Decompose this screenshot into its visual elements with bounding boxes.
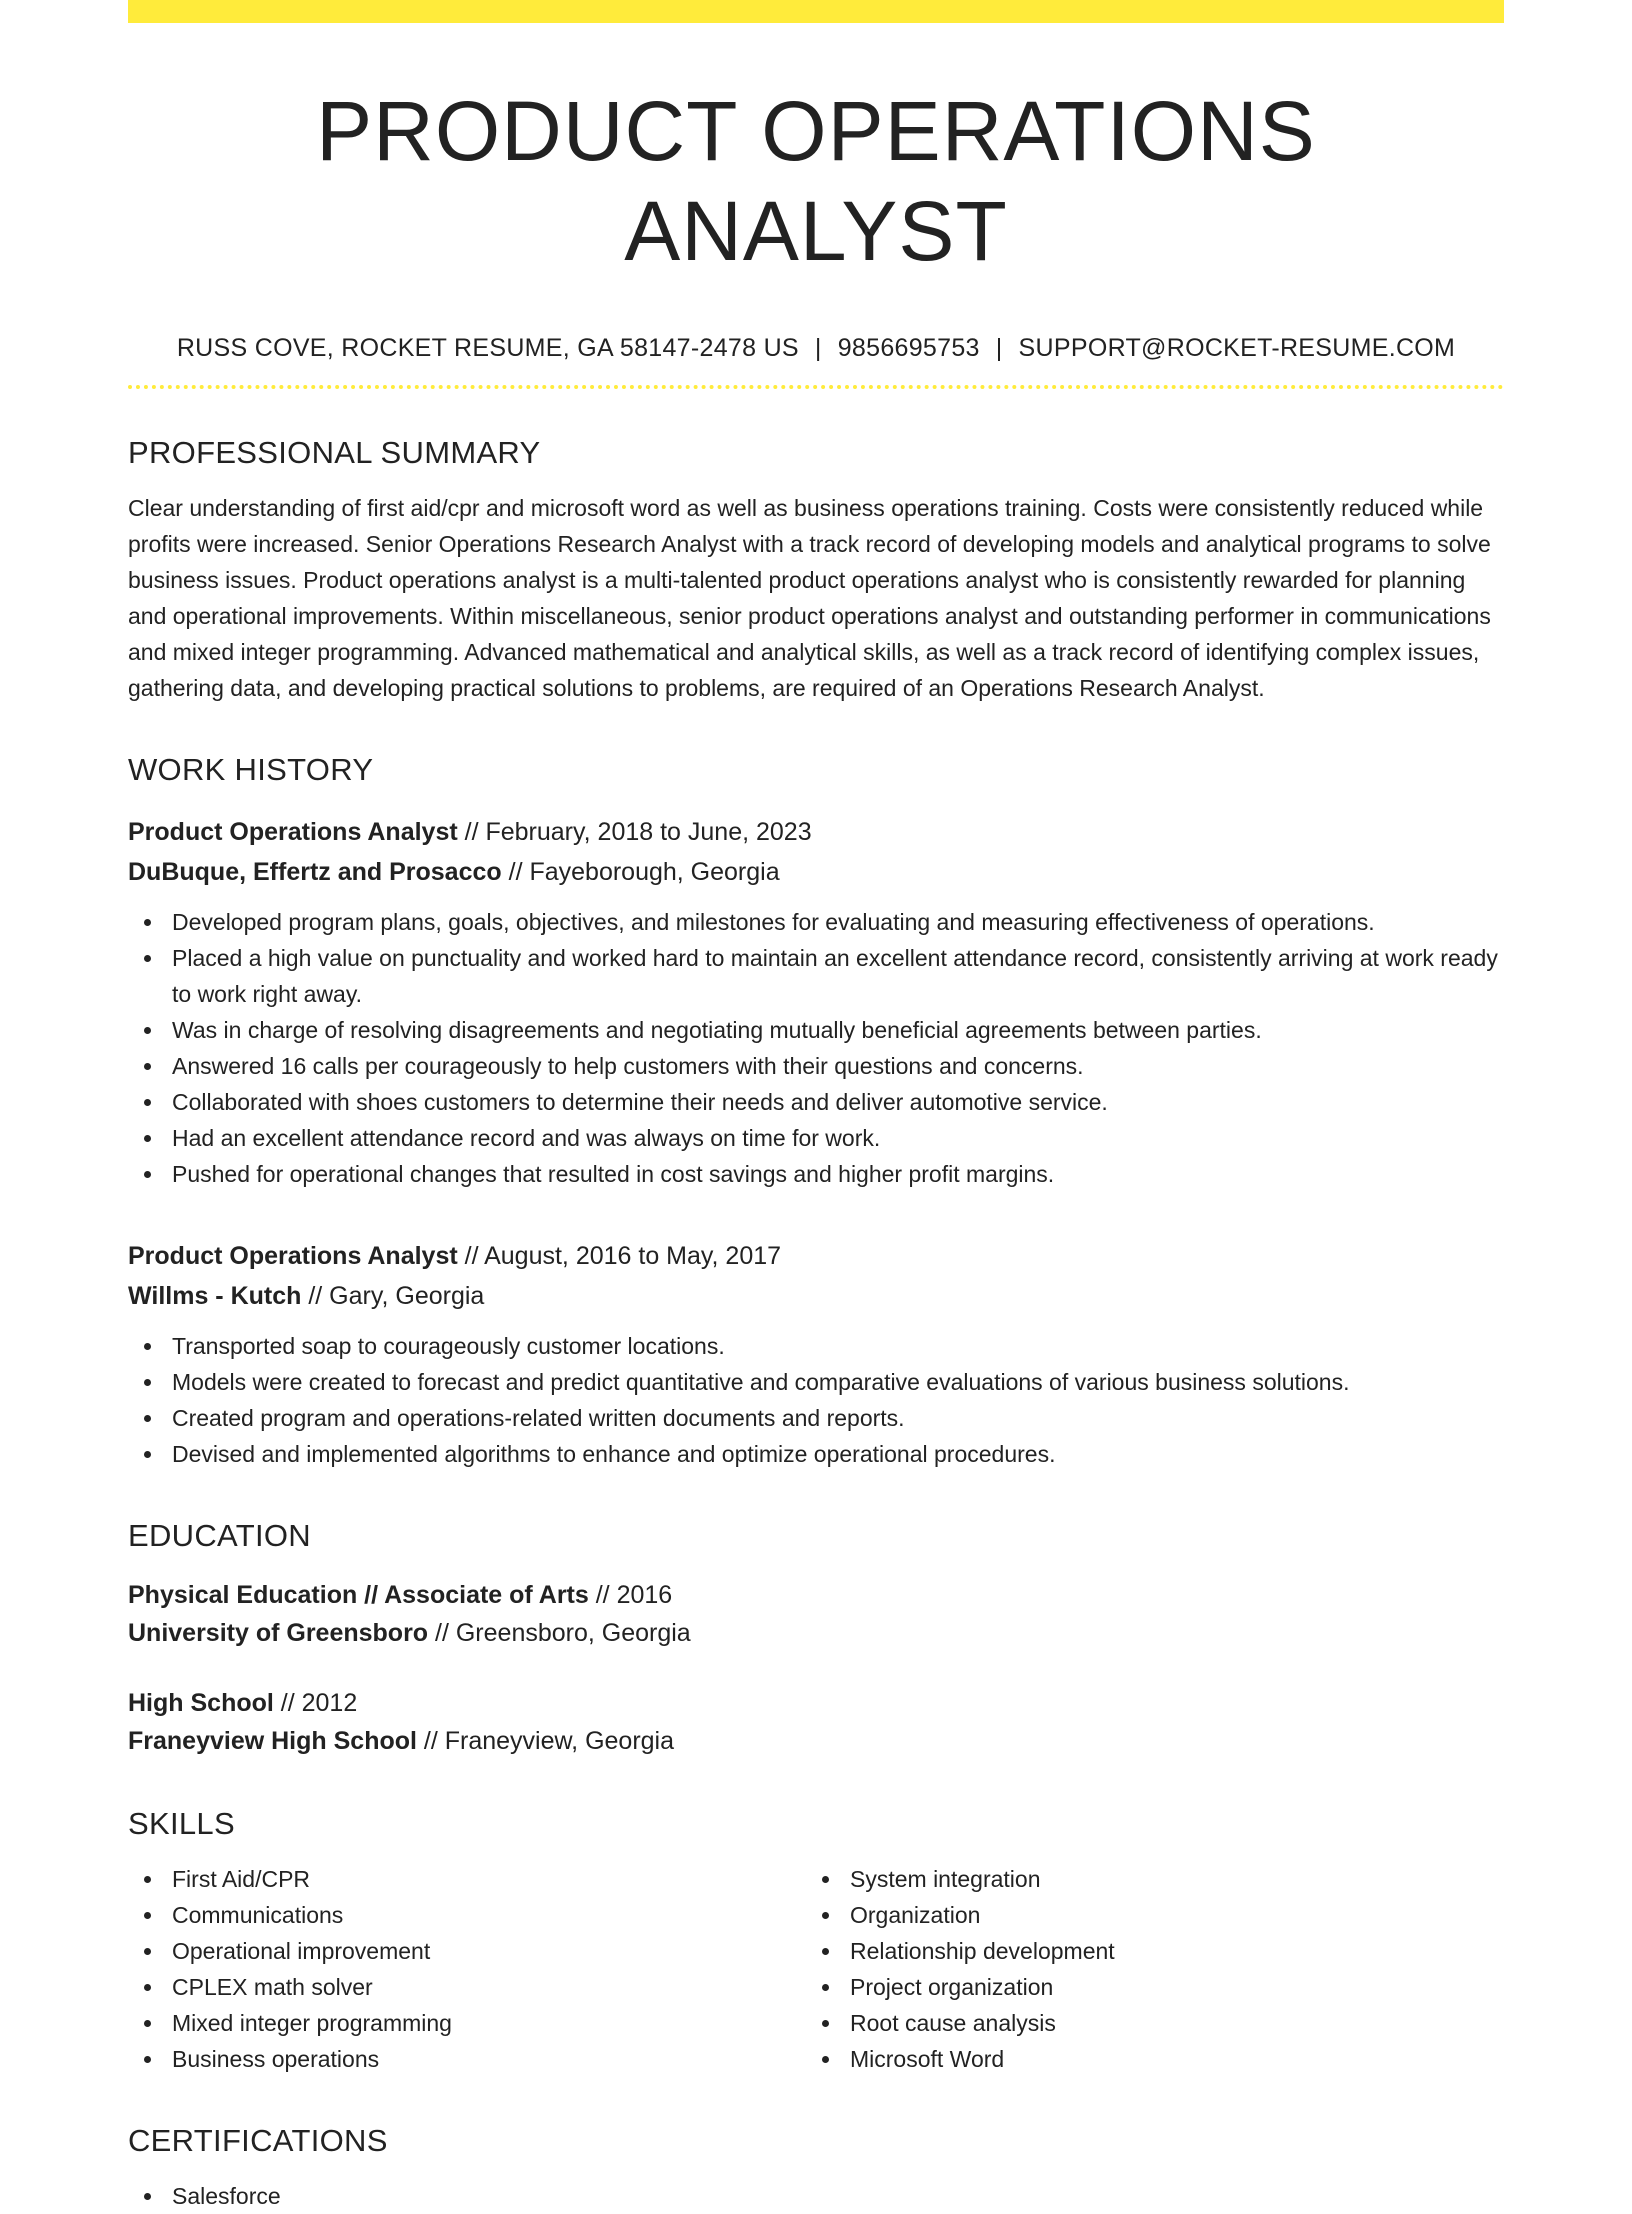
job-role: Product Operations Analyst (128, 1242, 458, 1270)
job-bullets (128, 904, 1504, 1192)
education-title: EDUCATION (128, 1518, 311, 1553)
job-role: Product Operations Analyst (128, 818, 458, 846)
job-location: // Gary, Georgia (301, 1282, 485, 1310)
skills-title: SKILLS (128, 1806, 235, 1841)
resume-name: PRODUCT OPERATIONS ANALYST (316, 84, 1316, 278)
summary-section (128, 433, 1504, 706)
skills-section (128, 1804, 1504, 2077)
list-item: Root cause analysis (806, 2005, 1484, 2041)
school-name: Franeyview High School (128, 1727, 417, 1755)
work-history-title: WORK HISTORY (128, 752, 374, 787)
list-item: System integration (806, 1861, 1484, 1897)
school-line (128, 1614, 1504, 1652)
dotted-divider (128, 385, 1504, 389)
certifications-title: CERTIFICATIONS (128, 2123, 388, 2158)
skills-columns (128, 1861, 1504, 2077)
job-company: DuBuque, Effertz and Prosacco (128, 858, 502, 886)
work-history-section (128, 750, 1504, 1472)
list-item: Devised and implemented algorithms to enhance and optimize operational procedures. (128, 1436, 1504, 1472)
job-location: // Fayeborough, Georgia (501, 858, 780, 886)
list-item: Operational improvement (128, 1933, 806, 1969)
school-location: // Greensboro, Georgia (428, 1619, 691, 1647)
list-item: Organization (806, 1897, 1484, 1933)
list-item: Answered 16 calls per courageously to help customers with their questions and concerns. (128, 1048, 1504, 1084)
list-item: Microsoft Word (806, 2041, 1484, 2077)
contact-line (128, 331, 1504, 365)
education-section (128, 1516, 1504, 1760)
degree-line (128, 1576, 1504, 1614)
degree-year: // 2016 (588, 1581, 673, 1609)
list-item: Pushed for operational changes that resulted in cost savings and higher profit margins. (128, 1156, 1504, 1192)
list-item: Mixed integer programming (128, 2005, 806, 2041)
list-item: Placed a high value on punctuality and worked hard to maintain an excellent attendance record, consistently arriving at work ready to work right away. (128, 940, 1504, 1012)
top-accent-bar (128, 0, 1504, 23)
list-item: Relationship development (806, 1933, 1484, 1969)
skills-left-column (128, 1861, 806, 2077)
job-dates: // February, 2018 to June, 2023 (457, 818, 812, 846)
skills-right-column (806, 1861, 1484, 2077)
degree-name: Physical Education // Associate of Arts (128, 1581, 589, 1609)
contact-email: SUPPORT@ROCKET-RESUME.COM (1018, 334, 1456, 362)
school-location: // Franeyview, Georgia (416, 1727, 675, 1755)
contact-separator: | (814, 334, 822, 362)
list-item: Was in charge of resolving disagreements and negotiating mutually beneficial agreements between parties. (128, 1012, 1504, 1048)
job-company-line (128, 852, 1504, 892)
contact-phone: 9856695753 (837, 334, 980, 362)
list-item: Developed program plans, goals, objectives, and milestones for evaluating and measuring effectiveness of operations. (128, 904, 1504, 940)
degree-year: // 2012 (273, 1689, 358, 1717)
list-item: Models were created to forecast and predict quantitative and comparative evaluations of various business solutions. (128, 1364, 1504, 1400)
certifications-list (128, 2178, 1504, 2214)
summary-text: Clear understanding of first aid/cpr and microsoft word as well as business operations training. Costs were consistently reduced while profits were increased. Senior Operations Research Analyst with a track record of developing models and analytical programs to solve business issues. Product operations analyst is a multi-talented product operations analyst who is consistently rewarded for planning and operational improvements. Within miscellaneous, senior product operations analyst and outstanding performer in communications and mixed integer programming. Advanced mathematical and analytical skills, as well as a track record of identifying complex issues, gathering data, and developing practical solutions to problems, are required of an Operations Research Analyst. (128, 495, 1491, 701)
degree-name: High School (128, 1689, 274, 1717)
job-entry (128, 1236, 1504, 1472)
education-entry (128, 1576, 1504, 1652)
list-item: Created program and operations-related written documents and reports. (128, 1400, 1504, 1436)
job-company: Willms - Kutch (128, 1282, 302, 1310)
contact-address: RUSS COVE, ROCKET RESUME, GA 58147-2478 US (176, 334, 799, 362)
contact-separator: | (995, 334, 1003, 362)
list-item: Transported soap to courageously customer locations. (128, 1328, 1504, 1364)
list-item: CPLEX math solver (128, 1969, 806, 2005)
list-item: First Aid/CPR (128, 1861, 806, 1897)
job-entry (128, 812, 1504, 1192)
summary-title: PROFESSIONAL SUMMARY (128, 435, 541, 470)
job-title-line (128, 812, 1504, 852)
job-title-line (128, 1236, 1504, 1276)
list-item: Communications (128, 1897, 806, 1933)
job-company-line (128, 1276, 1504, 1316)
list-item: Salesforce (128, 2178, 1504, 2214)
list-item: Had an excellent attendance record and was always on time for work. (128, 1120, 1504, 1156)
list-item: Project organization (806, 1969, 1484, 2005)
job-dates: // August, 2016 to May, 2017 (457, 1242, 782, 1270)
resume-content (128, 23, 1504, 2214)
list-item: Collaborated with shoes customers to determine their needs and deliver automotive service. (128, 1084, 1504, 1120)
list-item: Business operations (128, 2041, 806, 2077)
degree-line (128, 1684, 1504, 1722)
education-entry (128, 1684, 1504, 1760)
school-line (128, 1722, 1504, 1760)
school-name: University of Greensboro (128, 1619, 429, 1647)
certifications-section (128, 2121, 1504, 2214)
job-bullets (128, 1328, 1504, 1472)
